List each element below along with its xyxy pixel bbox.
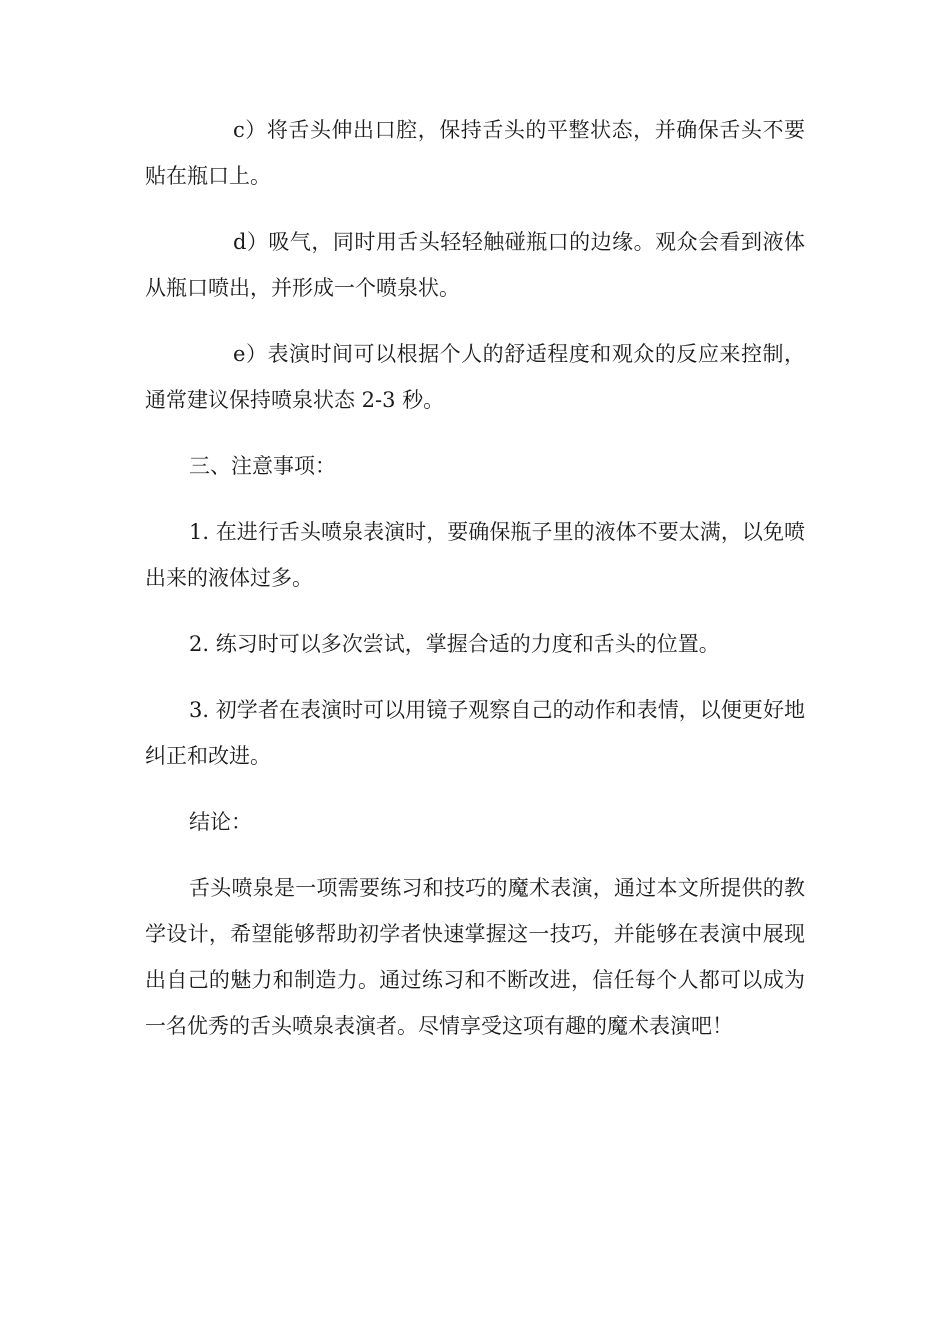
note-item-2: 2. 练习时可以多次尝试，掌握合适的力度和舌头的位置。	[189, 632, 720, 656]
step-c-paragraph: c）将舌头伸出口腔，保持舌头的平整状态，并确保舌头不要贴在瓶口上。	[145, 118, 805, 188]
conclusion-paragraph: 舌头喷泉是一项需要练习和技巧的魔术表演，通过本文所提供的教学设计，希望能够帮助初学者快速掌握这一技巧，并能够在表演中展现出自己的魅力和制造力。通过练习和不断改进，信任每个人都可以成为一名优秀的舌头喷泉表演者。尽情享受这项有趣的魔术表演吧！	[145, 876, 805, 1038]
conclusion-heading: 结论：	[189, 810, 252, 834]
note-item-1: 1. 在进行舌头喷泉表演时，要确保瓶子里的液体不要太满，以免喷出来的液体过多。	[145, 520, 805, 590]
note-item-3: 3. 初学者在表演时可以用镜子观察自己的动作和表情，以便更好地纠正和改进。	[145, 698, 805, 768]
section-heading-notes: 三、注意事项：	[189, 454, 336, 478]
step-d-paragraph: d）吸气，同时用舌头轻轻触碰瓶口的边缘。观众会看到液体从瓶口喷出，并形成一个喷泉状。	[145, 230, 805, 300]
document-body	[145, 107, 805, 1069]
step-e-paragraph: e）表演时间可以根据个人的舒适程度和观众的反应来控制，通常建议保持喷泉状态 2-3 秒。	[145, 342, 805, 412]
